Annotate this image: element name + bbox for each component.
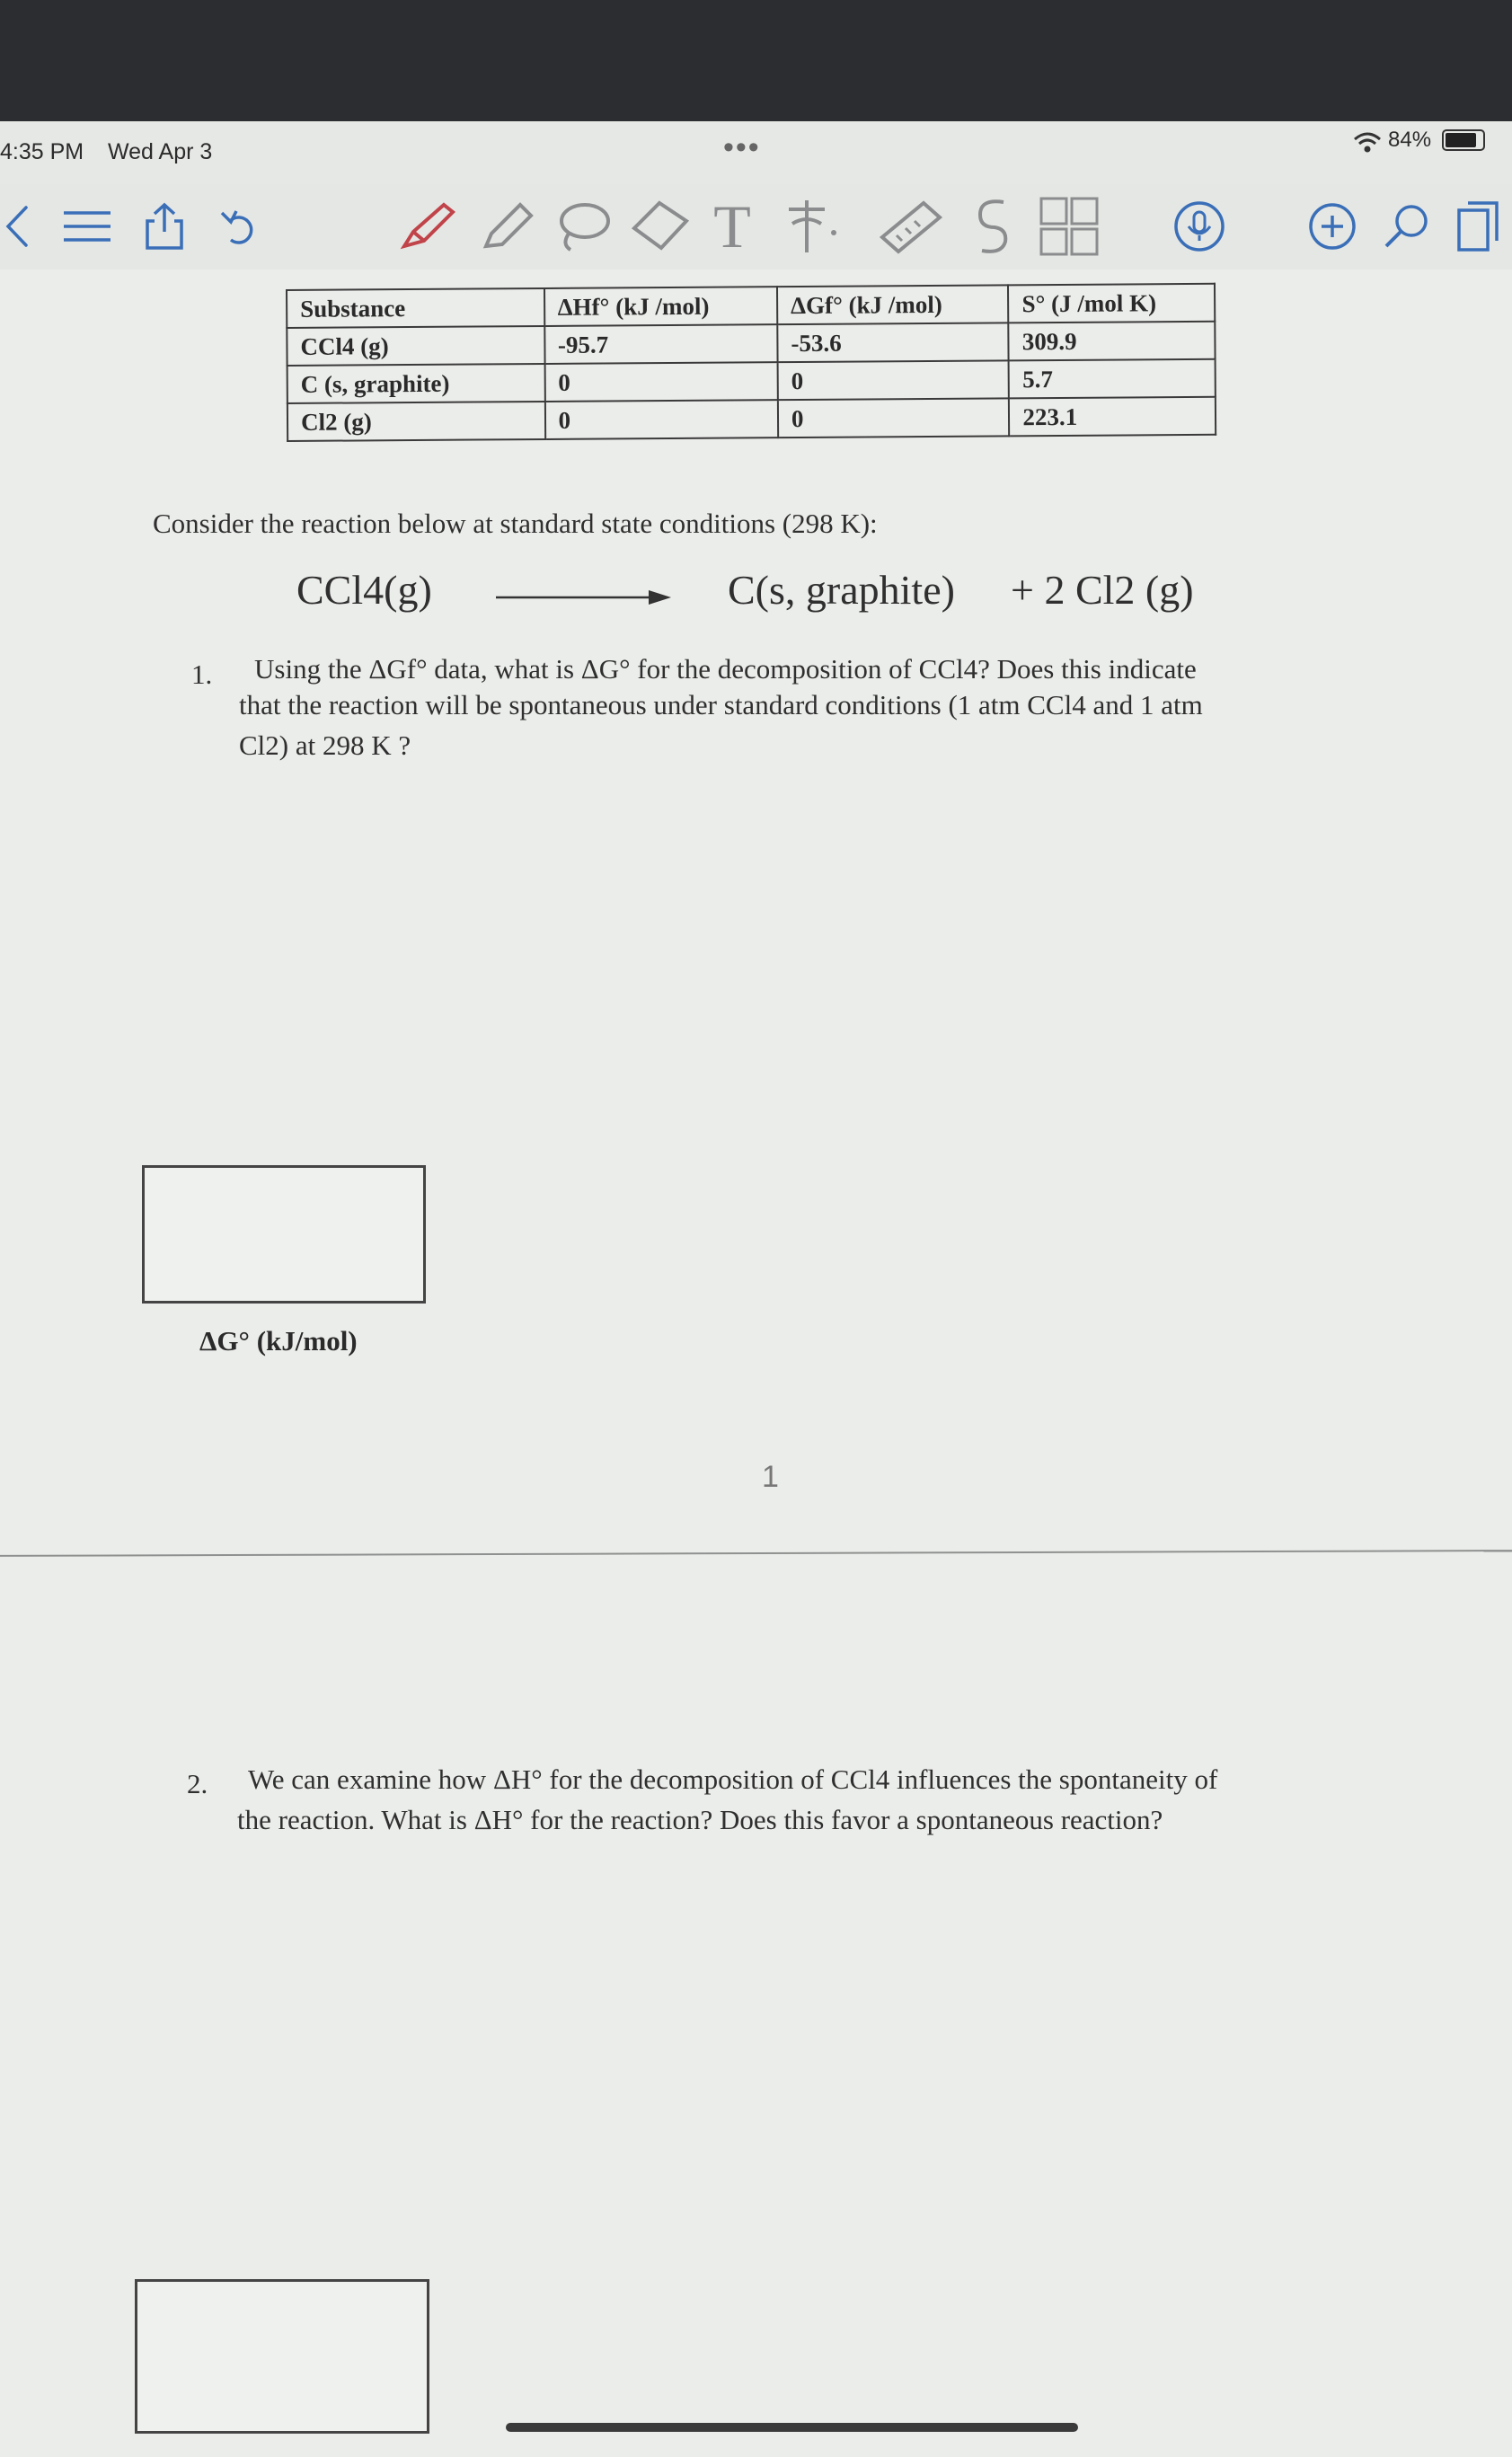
microphone-icon[interactable] (1168, 190, 1231, 262)
back-icon[interactable] (0, 190, 36, 262)
table-cell: CCl4 (g) (287, 326, 544, 366)
table-cell: 223.1 (1009, 397, 1216, 437)
question-2-number: 2. (187, 1768, 208, 1799)
table-cell: 0 (544, 400, 778, 439)
wifi-icon (1352, 128, 1383, 158)
table-row (287, 322, 1215, 366)
lasso-icon[interactable] (548, 190, 615, 262)
question-2-line: the reaction. What is ΔH° for the reaction? Does this favor a spontaneous reaction? (237, 1804, 1163, 1835)
table-header: S° (J /mol K) (1008, 284, 1215, 323)
question-1-line: Cl2) at 298 K ? (239, 729, 411, 761)
pages-icon[interactable] (1451, 190, 1505, 262)
undo-icon[interactable] (211, 190, 270, 262)
more-options-dots[interactable]: ••• (723, 130, 761, 164)
highlighter-icon[interactable] (476, 190, 539, 262)
eraser-icon[interactable] (624, 190, 696, 262)
question-1-line: that the reaction will be spontaneous under standard conditions (1 atm CCl4 and 1 atm (239, 689, 1203, 720)
table-header-row (287, 284, 1215, 328)
search-icon[interactable] (1375, 190, 1437, 262)
answer-label-delta-g: ΔG° (kJ/mol) (199, 1325, 358, 1357)
reaction-arrow-icon (496, 584, 676, 611)
question-1-line: Using the ΔGf° data, what is ΔG° for the decomposition of CCl4? Does this indicate (254, 653, 1197, 685)
table-cell: -95.7 (544, 324, 778, 364)
table-cell: 5.7 (1009, 359, 1216, 399)
equation-reactant: CCl4(g) (296, 567, 432, 613)
battery-percentage: 84% (1388, 128, 1432, 152)
share-icon[interactable] (133, 190, 196, 262)
table-header: ΔGf° (kJ /mol) (777, 285, 1009, 324)
thermo-data-table (286, 283, 1216, 442)
home-indicator[interactable] (506, 2423, 1078, 2432)
stickers-icon[interactable] (1033, 190, 1105, 262)
add-page-icon[interactable] (1301, 190, 1364, 262)
question-2-line: We can examine how ΔH° for the decomposition of CCl4 influences the spontaneity of (248, 1763, 1218, 1795)
equation-product-chlorine: + 2 Cl2 (g) (1011, 567, 1194, 613)
table-cell: -53.6 (777, 323, 1009, 362)
page-number: 1 (762, 1460, 779, 1494)
status-date: Wed Apr 3 (108, 139, 213, 164)
answer-box-delta-h[interactable] (135, 2279, 429, 2434)
battery-icon (1442, 129, 1485, 151)
table-cell: C (s, graphite) (287, 364, 545, 403)
answer-box-delta-g[interactable] (142, 1165, 426, 1304)
outline-icon[interactable] (56, 190, 119, 262)
reaction-intro: Consider the reaction below at standard state conditions (298 K): (153, 508, 878, 539)
question-1-number: 1. (191, 658, 213, 690)
table-row (287, 397, 1216, 441)
battery-level (1446, 133, 1476, 147)
table-cell: Cl2 (g) (287, 402, 545, 441)
device-bezel (0, 0, 1512, 121)
element-icon[interactable] (966, 190, 1020, 262)
table-header: Substance (287, 288, 544, 328)
status-time: 4:35 PM (0, 139, 84, 164)
text-icon[interactable]: T (713, 191, 751, 261)
pen-icon[interactable] (391, 190, 463, 262)
table-header: ΔHf° (kJ /mol) (544, 287, 778, 326)
equation-product-graphite: C(s, graphite) (728, 567, 955, 613)
table-cell: 309.9 (1009, 322, 1216, 361)
table-cell: 0 (544, 362, 778, 402)
shapes-icon[interactable] (773, 190, 849, 262)
table-cell: 0 (778, 398, 1010, 437)
table-cell: 0 (778, 360, 1010, 400)
table-row (287, 359, 1216, 403)
ruler-icon[interactable] (876, 190, 948, 262)
